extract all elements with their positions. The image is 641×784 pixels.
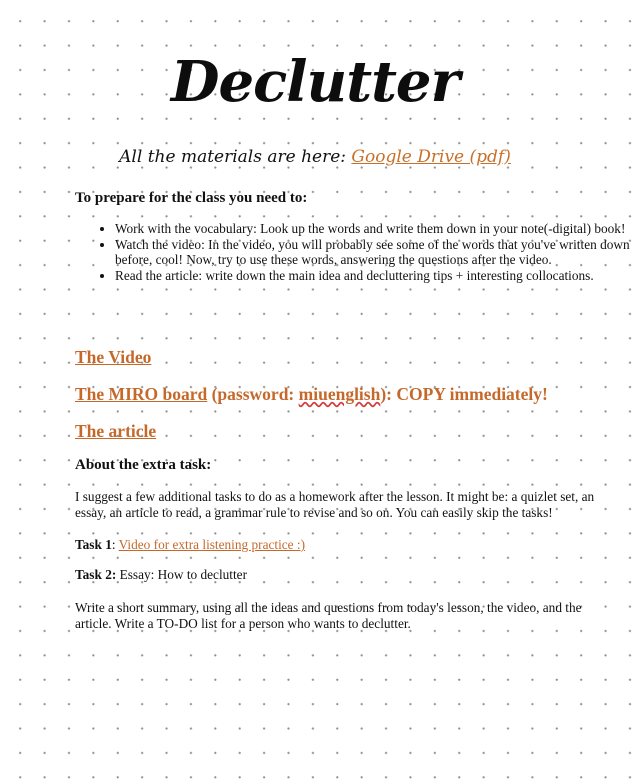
article-heading (75, 420, 156, 442)
summary-paragraph: Write a short summary, using all the ideas and questions from today's lesson, the video, and the article. Write a TO-DO list for a person who wants to declutter. (75, 600, 582, 631)
extra-intro-paragraph: I suggest a few additional tasks to do as a homework after the lesson. It might be: a quizlet set, an essay, an article to read, a grammar rule to revise and so on. You can easily skip the tasks! (75, 489, 595, 520)
miro-password: miuenglish (298, 384, 381, 404)
prepare-heading: To prepare for the class you need to: (75, 190, 308, 206)
extra-task-heading: About the extra task: (75, 457, 212, 473)
page-title: Declutter (170, 49, 460, 115)
materials-prefix: All the materials are here: (119, 147, 352, 167)
miro-heading (75, 383, 548, 405)
task-1-separator: : (111, 537, 119, 552)
prepare-list (75, 221, 641, 283)
video-heading (75, 346, 151, 368)
prepare-item-vocabulary: • Work with the vocabulary: Look up the words and write them down in your note(-digital) book! (115, 221, 641, 237)
google-drive-link[interactable]: Google Drive (pdf) (351, 147, 511, 167)
video-link[interactable]: The Video (75, 347, 152, 367)
article-link[interactable]: The article (75, 421, 157, 441)
task-2-label: Task 2: (75, 567, 117, 582)
task-1-label: Task 1 (75, 537, 112, 552)
miro-board-link[interactable]: The MIRO board (75, 384, 208, 404)
task-1-line (75, 537, 605, 553)
miro-copy-note: ): COPY immediately! (380, 384, 548, 404)
materials-line (75, 144, 555, 170)
extra-video-link[interactable]: Video for extra listening practice :) (118, 537, 306, 552)
miro-password-open: (password: (207, 384, 299, 404)
prepare-item-article: • Read the article: write down the main idea and decluttering tips + interesting collocations. (115, 268, 641, 284)
prepare-item-video: • Watch the video: In the video, you will probably see some of the words that you've written down before, cool! Now, try to use these words, answering the questions after the video. (115, 237, 641, 268)
task-2-line (75, 567, 605, 583)
task-2-text: Essay: How to declutter (116, 567, 248, 582)
